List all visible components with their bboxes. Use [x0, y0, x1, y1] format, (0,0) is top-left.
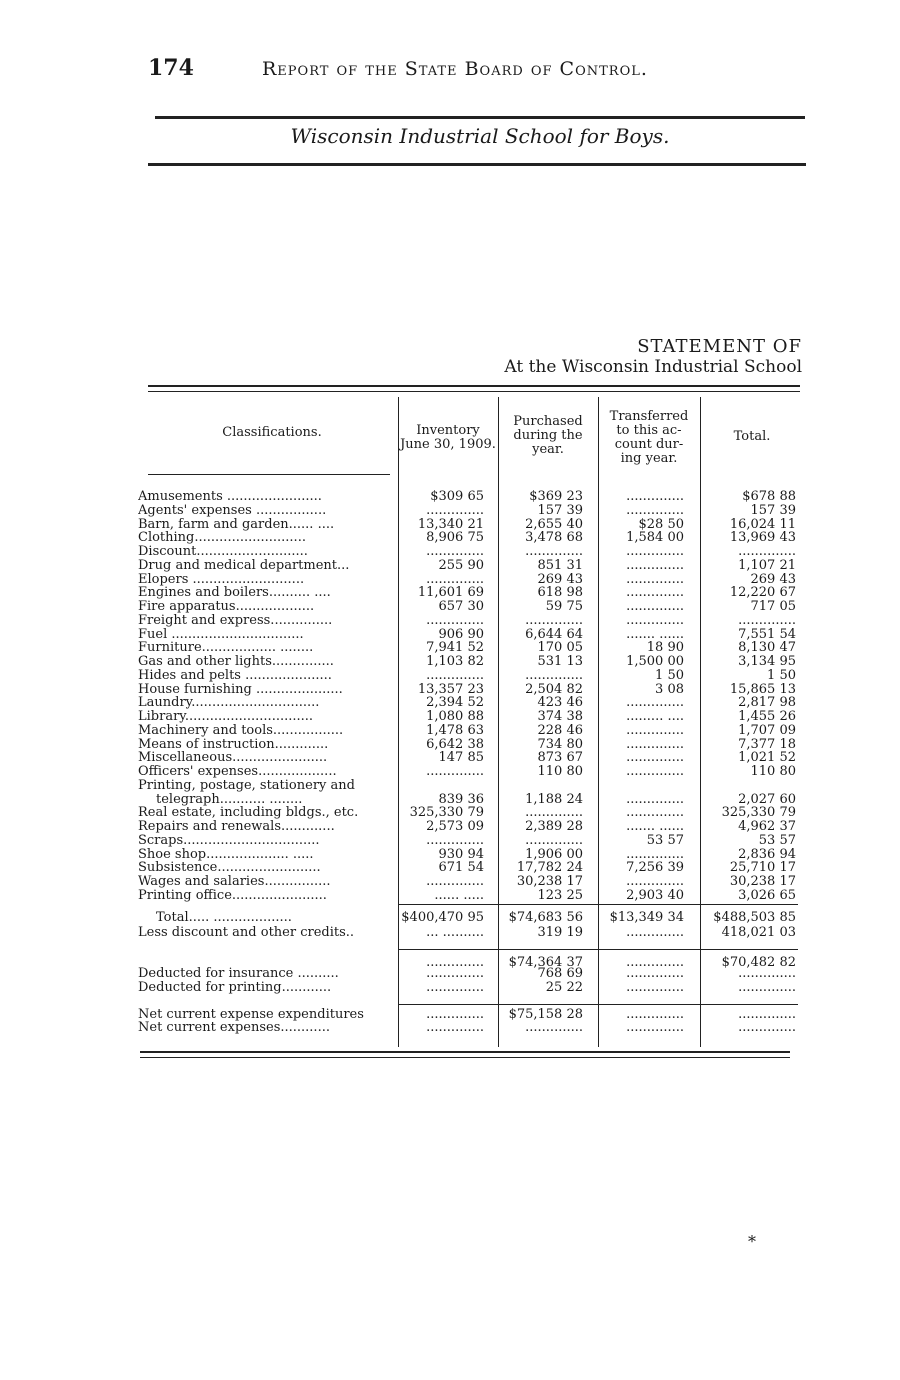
purchased-cell: 531 13 [537, 654, 583, 669]
transferred-cell: 18 90 [646, 640, 684, 656]
inventory-cell: .............. [426, 502, 484, 518]
total-cell: 30,238 17 [729, 874, 796, 889]
table-row [138, 545, 798, 559]
total-cell: .............. [738, 544, 796, 559]
header-purchased-line: Purchased [513, 414, 583, 429]
table-row [138, 710, 798, 724]
header-purchased-line: year. [532, 442, 564, 457]
total-cell: 325,330 79 [721, 805, 796, 821]
header-transferred-line: count dur- [614, 437, 684, 452]
total-cell: 717 05 [750, 599, 796, 614]
purchased-cell: 851 31 [537, 557, 583, 573]
purchased-cell: 25 22 [545, 980, 583, 995]
transferred-cell: .............. [626, 846, 684, 862]
transferred-cell: .............. [626, 955, 684, 970]
inventory-cell: 930 94 [438, 846, 484, 862]
table-row [138, 926, 798, 940]
inventory-cell: 13,357 23 [417, 681, 484, 697]
table-row [138, 875, 798, 889]
row-label: Miscellaneous....................... [138, 751, 328, 766]
table-row [138, 724, 798, 738]
inventory-cell: ...... ..... [434, 887, 484, 903]
net-rule [398, 1004, 798, 1005]
transferred-cell: .............. [626, 764, 684, 779]
inventory-cell: .............. [426, 980, 484, 995]
header-total: Total. [733, 429, 771, 444]
inventory-cell: 839 36 [438, 791, 484, 807]
inventory-cell: .............. [426, 667, 484, 683]
total-cell: $678 88 [742, 489, 796, 504]
row-label: Barn, farm and garden...... .... [138, 517, 335, 532]
purchased-cell: .............. [525, 544, 583, 559]
inventory-cell: 255 90 [438, 557, 484, 573]
header-purchased-line: during the [513, 428, 583, 443]
purchased-cell: .............. [525, 832, 583, 848]
transferred-cell: .............. [626, 585, 684, 601]
header-underline [148, 474, 390, 475]
purchased-cell: 1,188 24 [525, 791, 583, 807]
inventory-cell: .............. [426, 966, 484, 981]
transferred-cell: 3 08 [655, 681, 684, 697]
table-bottom-rule-2 [140, 1057, 790, 1058]
purchased-cell: 374 38 [537, 709, 583, 724]
row-label: House furnishing ..................... [138, 682, 343, 697]
total-cell: .............. [738, 612, 796, 628]
total-cell: 3,026 65 [738, 887, 796, 903]
total-cell: 1,707 09 [738, 722, 796, 738]
total-cell: 8,130 47 [738, 640, 796, 656]
purchased-cell: 30,238 17 [516, 874, 583, 889]
total-cell: 16,024 11 [729, 516, 796, 532]
total-cell: 157 39 [750, 502, 796, 518]
purchased-cell: 269 43 [537, 571, 583, 587]
header-inventory-line: June 30, 1909. [400, 437, 496, 452]
purchased-cell: 123 25 [537, 887, 583, 903]
row-label: Fuel ................................ [138, 627, 304, 642]
transferred-cell: 1 50 [655, 667, 684, 683]
transferred-cell: 1,584 00 [626, 530, 684, 546]
table-row [138, 834, 798, 848]
subtotal-rule [398, 949, 798, 950]
total-cell: 1,107 21 [738, 557, 796, 573]
purchased-cell: 59 75 [545, 599, 583, 614]
row-label: Real estate, including bldgs., etc. [138, 806, 359, 821]
inventory-cell: 906 90 [438, 626, 484, 642]
transferred-cell: .............. [626, 544, 684, 559]
row-label: Laundry............................... [138, 696, 320, 711]
total-cell: 418,021 03 [721, 925, 796, 940]
table-row [138, 779, 798, 793]
row-label: Clothing........................... [138, 531, 306, 546]
purchased-cell: .............. [525, 1020, 583, 1035]
total-rule [398, 904, 798, 905]
transferred-cell: .............. [626, 791, 684, 807]
transferred-cell: .............. [626, 750, 684, 766]
row-label: Total..... ................... [156, 911, 292, 925]
purchased-cell: 319 19 [537, 925, 583, 940]
table-row [138, 559, 798, 573]
transferred-cell: .............. [626, 980, 684, 995]
inventory-cell: 1,478 63 [426, 722, 484, 738]
header-transferred-line: to this ac- [616, 423, 682, 438]
purchased-cell: $75,158 28 [508, 1007, 583, 1022]
row-label: Printing office....................... [138, 888, 327, 903]
total-cell: 2,027 60 [738, 791, 796, 807]
table-top-rule [148, 385, 800, 387]
purchased-cell: 228 46 [537, 722, 583, 738]
total-cell: .............. [738, 966, 796, 981]
transferred-cell: .............. [626, 502, 684, 518]
inventory-cell: .............. [426, 612, 484, 628]
transferred-cell: .............. [626, 489, 684, 504]
table-top-rule-2 [148, 391, 800, 392]
total-cell: 269 43 [750, 571, 796, 587]
inventory-cell: 671 54 [438, 860, 484, 876]
header-purchased [500, 415, 596, 457]
row-label: Wages and salaries................ [138, 875, 331, 889]
table-row [138, 911, 798, 925]
transferred-cell: $13,349 34 [609, 910, 684, 925]
header-classifications: Classifications. [222, 425, 322, 440]
table-row [138, 889, 798, 903]
purchased-cell: 2,504 82 [525, 681, 583, 697]
purchased-cell: $369 23 [529, 489, 583, 504]
row-label: Gas and other lights............... [138, 655, 334, 669]
transferred-cell: .............. [626, 571, 684, 587]
transferred-cell: .............. [626, 557, 684, 573]
transferred-cell: .............. [626, 736, 684, 752]
transferred-cell: .............. [626, 722, 684, 738]
purchased-cell: 423 46 [537, 695, 583, 711]
statement-title: STATEMENT OF [637, 336, 802, 357]
inventory-cell: $309 65 [430, 489, 484, 504]
header-transferred-line: ing year. [620, 451, 678, 466]
header-rule-top [155, 116, 805, 119]
total-cell: .............. [738, 1020, 796, 1035]
total-cell: 53 57 [758, 832, 796, 848]
table-row [138, 765, 798, 779]
purchased-cell: 618 98 [537, 585, 583, 601]
row-label: Hides and pelts ..................... [138, 668, 332, 683]
row-label: Agents' expenses ................. [138, 503, 327, 518]
row-label: Means of instruction............. [138, 737, 329, 752]
row-label: Deducted for insurance .......... [138, 967, 339, 981]
inventory-cell: 2,394 52 [426, 695, 484, 711]
transferred-cell: .............. [626, 874, 684, 889]
table-row [138, 669, 798, 683]
transferred-cell: .............. [626, 695, 684, 711]
total-cell: 1,021 52 [738, 750, 796, 766]
transferred-cell: 53 57 [646, 832, 684, 848]
total-cell: 3,134 95 [738, 654, 796, 669]
inventory-cell: .............. [426, 955, 484, 970]
purchased-cell: 1,906 00 [525, 846, 583, 862]
purchased-cell: 110 80 [537, 764, 583, 779]
inventory-cell: ... .......... [426, 925, 484, 940]
row-label: Net current expense expenditures [138, 1008, 364, 1022]
purchased-cell: 17,782 24 [516, 860, 583, 876]
inventory-cell: .............. [426, 544, 484, 559]
header-inventory [400, 424, 496, 452]
total-cell: 7,551 54 [738, 626, 796, 642]
total-cell: 2,817 98 [738, 695, 796, 711]
inventory-cell: .............. [426, 1020, 484, 1035]
inventory-cell: 2,573 09 [426, 819, 484, 834]
running-head: Report of the State Board of Control. [262, 58, 648, 80]
transferred-cell: $28 50 [638, 516, 684, 532]
inventory-cell: $400,470 95 [401, 910, 484, 925]
total-cell: 1 50 [767, 667, 796, 683]
transferred-cell: .............. [626, 966, 684, 981]
table-row [138, 504, 798, 518]
row-label: Engines and boilers.......... .... [138, 586, 331, 601]
row-label: Furniture.................. ........ [138, 641, 314, 656]
purchased-cell: 157 39 [537, 502, 583, 518]
transferred-cell: .............. [626, 805, 684, 821]
inventory-cell: 6,642 38 [426, 736, 484, 752]
row-label: Deducted for printing............ [138, 981, 332, 995]
transferred-cell: 7,256 39 [626, 860, 684, 876]
table-row [138, 981, 798, 995]
transferred-cell: ......... .... [626, 709, 684, 724]
row-label: Discount........................... [138, 545, 308, 559]
purchased-cell: $74,683 56 [508, 910, 583, 925]
row-label: Fire apparatus................... [138, 600, 315, 614]
table-row [138, 1021, 798, 1035]
row-label: Freight and express............... [138, 613, 333, 628]
purchased-cell: .............. [525, 612, 583, 628]
table-row [138, 967, 798, 981]
row-label: Officers' expenses................... [138, 765, 337, 779]
header-inventory-line: Inventory [416, 423, 480, 438]
purchased-cell: .............. [525, 805, 583, 821]
table-bottom-rule [140, 1051, 790, 1053]
row-label: Repairs and renewals............. [138, 820, 335, 834]
purchased-cell: $74,364 37 [508, 955, 583, 970]
header-transferred [600, 410, 698, 466]
purchased-cell: 2,389 28 [525, 819, 583, 834]
row-label: Drug and medical department... [138, 558, 350, 573]
inventory-cell: 13,340 21 [417, 516, 484, 532]
purchased-cell: 6,644 64 [525, 626, 583, 642]
row-label: Machinery and tools................. [138, 723, 344, 738]
inventory-cell: .............. [426, 1007, 484, 1022]
purchased-cell: 873 67 [537, 750, 583, 766]
purchased-cell: 3,478 68 [525, 530, 583, 546]
transferred-cell: .............. [626, 925, 684, 940]
transferred-cell: .............. [626, 599, 684, 614]
total-cell: 13,969 43 [729, 530, 796, 546]
row-label: telegraph........... ........ [156, 792, 303, 807]
school-title: Wisconsin Industrial School for Boys. [290, 124, 670, 148]
total-cell: .............. [738, 1007, 796, 1022]
total-cell: 4,962 37 [738, 819, 796, 834]
row-label: Scraps................................. [138, 833, 320, 848]
transferred-cell: 2,903 40 [626, 887, 684, 903]
total-cell: 7,377 18 [738, 736, 796, 752]
inventory-cell: 325,330 79 [409, 805, 484, 821]
inventory-cell: .............. [426, 832, 484, 848]
row-label: Less discount and other credits.. [138, 926, 355, 940]
inventory-cell: 147 85 [438, 750, 484, 766]
table-row [138, 600, 798, 614]
inventory-cell: .............. [426, 874, 484, 889]
total-cell: 2,836 94 [738, 846, 796, 862]
table-row [138, 614, 798, 628]
table-row [138, 820, 798, 834]
total-cell: 1,455 26 [738, 709, 796, 724]
total-cell: 25,710 17 [729, 860, 796, 876]
footnote-mark: * [748, 1232, 756, 1251]
total-cell: .............. [738, 980, 796, 995]
inventory-cell: 11,601 69 [417, 585, 484, 601]
total-cell: $488,503 85 [713, 910, 796, 925]
page-number: 174 [148, 55, 194, 81]
total-cell: 12,220 67 [729, 585, 796, 601]
table-row [138, 655, 798, 669]
row-label: Amusements ....................... [138, 490, 322, 504]
inventory-cell: .............. [426, 764, 484, 779]
inventory-cell: 1,080 88 [426, 709, 484, 724]
row-label: Net current expenses............ [138, 1021, 330, 1035]
row-label: Printing, postage, stationery and [138, 778, 355, 793]
inventory-cell: 7,941 52 [426, 640, 484, 656]
transferred-cell: 1,500 00 [626, 654, 684, 669]
purchased-cell: .............. [525, 667, 583, 683]
inventory-cell: .............. [426, 571, 484, 587]
statement-subtitle: At the Wisconsin Industrial School [504, 357, 802, 377]
transferred-cell: .............. [626, 1020, 684, 1035]
row-label: Library............................... [138, 710, 314, 724]
purchased-cell: 734 80 [537, 736, 583, 752]
purchased-cell: 768 69 [537, 966, 583, 981]
row-label: Subsistence......................... [138, 861, 321, 876]
total-cell: $70,482 82 [721, 955, 796, 970]
transferred-cell: .............. [626, 1007, 684, 1022]
purchased-cell: 2,655 40 [525, 516, 583, 532]
header-transferred-line: Transferred [609, 409, 689, 424]
total-cell: 110 80 [750, 764, 796, 779]
total-cell: 15,865 13 [729, 681, 796, 697]
row-label: Shoe shop.................... ..... [138, 847, 314, 862]
inventory-cell: 8,906 75 [426, 530, 484, 546]
transferred-cell: ....... ...... [626, 626, 684, 642]
transferred-cell: .............. [626, 612, 684, 628]
table-row [138, 490, 798, 504]
row-label: Elopers ........................... [138, 572, 305, 587]
transferred-cell: ....... ...... [626, 819, 684, 834]
inventory-cell: 657 30 [438, 599, 484, 614]
header-rule-bottom [148, 163, 806, 166]
inventory-cell: 1,103 82 [426, 654, 484, 669]
purchased-cell: 170 05 [537, 640, 583, 656]
